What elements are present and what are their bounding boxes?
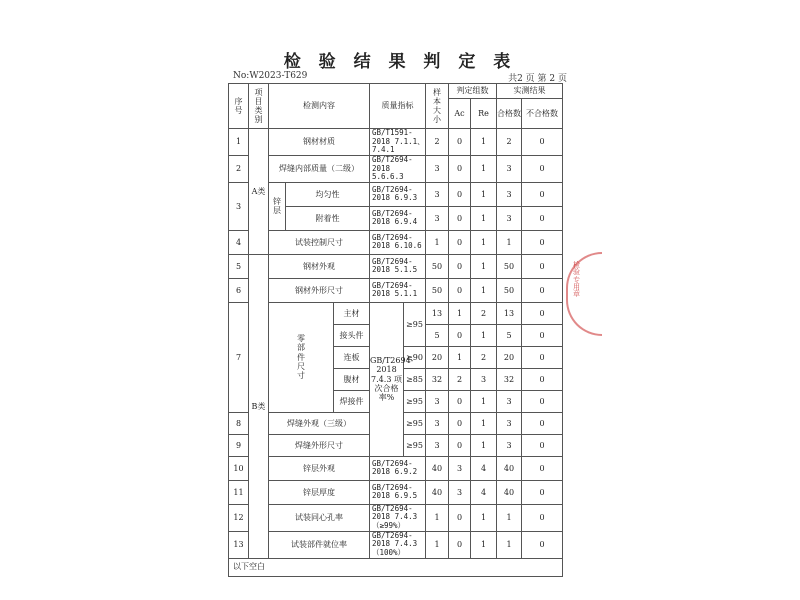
pass-cell: 1 xyxy=(497,504,522,531)
sample-cell: 3 xyxy=(426,434,449,456)
re-cell: 3 xyxy=(471,368,497,390)
fail-cell: 0 xyxy=(522,254,563,278)
header-sample-size: 样本大小 xyxy=(426,84,449,129)
header-ac: Ac xyxy=(449,99,471,129)
ac-cell: 3 xyxy=(449,456,471,480)
zinc-layer-cell: 锌层 xyxy=(269,182,286,230)
pass-cell: 13 xyxy=(497,302,522,324)
ac-cell: 1 xyxy=(449,302,471,324)
fail-cell: 0 xyxy=(522,324,563,346)
footer-note: 以下空白 xyxy=(229,558,563,576)
ac-cell: 0 xyxy=(449,182,471,206)
spec-cell: GB/T2694-2018 6.10.6 xyxy=(370,230,426,254)
item-cell: 接头件 xyxy=(334,324,370,346)
item-cell: 附着性 xyxy=(286,206,370,230)
ac-cell: 0 xyxy=(449,254,471,278)
seq-cell: 9 xyxy=(229,434,249,456)
re-cell: 1 xyxy=(471,531,497,558)
header-re: Re xyxy=(471,99,497,129)
ac-cell: 0 xyxy=(449,155,471,182)
pass-cell: 40 xyxy=(497,480,522,504)
category-b-cell: B类 xyxy=(249,254,269,558)
item-cell: 钢材外形尺寸 xyxy=(269,278,370,302)
ac-cell: 0 xyxy=(449,129,471,156)
item-cell: 钢材材质 xyxy=(269,129,370,156)
pass-cell: 3 xyxy=(497,182,522,206)
sample-cell: 32 xyxy=(426,368,449,390)
spec-cell: GB/T2694-2018 7.4.3（≥99%） xyxy=(370,504,426,531)
ac-cell: 0 xyxy=(449,230,471,254)
rate-cell: ≥85 xyxy=(404,368,426,390)
fail-cell: 0 xyxy=(522,456,563,480)
spec-cell: GB/T2694-2018 5.6.6.3 xyxy=(370,155,426,182)
fail-cell: 0 xyxy=(522,531,563,558)
table-footer-row xyxy=(229,558,563,576)
pass-cell: 3 xyxy=(497,155,522,182)
seq-cell: 2 xyxy=(229,155,249,182)
table-row xyxy=(229,504,563,531)
re-cell: 4 xyxy=(471,480,497,504)
header-category: 项目类别 xyxy=(249,84,269,129)
item-cell: 锌层厚度 xyxy=(269,480,370,504)
seq-cell: 4 xyxy=(229,230,249,254)
item-cell: 腹材 xyxy=(334,368,370,390)
pass-cell: 5 xyxy=(497,324,522,346)
pass-cell: 3 xyxy=(497,206,522,230)
re-cell: 1 xyxy=(471,412,497,434)
table-row xyxy=(229,129,563,156)
table-row xyxy=(229,155,563,182)
re-cell: 1 xyxy=(471,206,497,230)
seq-cell: 3 xyxy=(229,182,249,230)
re-cell: 1 xyxy=(471,504,497,531)
spec-cell: GB/T2694-2018 6.9.4 xyxy=(370,206,426,230)
re-cell: 2 xyxy=(471,302,497,324)
parts-spec-cell: GB/T2694-2018 7.4.3 项次合格率% xyxy=(370,302,404,456)
fail-cell: 0 xyxy=(522,155,563,182)
re-cell: 1 xyxy=(471,434,497,456)
seq-cell: 11 xyxy=(229,480,249,504)
fail-cell: 0 xyxy=(522,412,563,434)
re-cell: 1 xyxy=(471,254,497,278)
header-item: 检测内容 xyxy=(269,84,370,129)
seq-cell: 5 xyxy=(229,254,249,278)
rate-cell: ≥90 xyxy=(404,346,426,368)
sample-cell: 20 xyxy=(426,346,449,368)
re-cell: 1 xyxy=(471,324,497,346)
sample-cell: 1 xyxy=(426,230,449,254)
ac-cell: 3 xyxy=(449,480,471,504)
spec-cell: GB/T2694-2018 5.1.1 xyxy=(370,278,426,302)
spec-cell: GB/T1591-2018 7.1.1、7.4.1 xyxy=(370,129,426,156)
fail-cell: 0 xyxy=(522,346,563,368)
header-seq: 序号 xyxy=(229,84,249,129)
item-cell: 锌层外观 xyxy=(269,456,370,480)
header-measured: 实测结果 xyxy=(497,84,563,99)
seq-cell: 13 xyxy=(229,531,249,558)
item-cell: 试装同心孔率 xyxy=(269,504,370,531)
pass-cell: 20 xyxy=(497,346,522,368)
spec-cell: GB/T2694-2018 5.1.5 xyxy=(370,254,426,278)
sample-cell: 2 xyxy=(426,129,449,156)
sample-cell: 1 xyxy=(426,504,449,531)
sample-cell: 40 xyxy=(426,456,449,480)
fail-cell: 0 xyxy=(522,434,563,456)
pass-cell: 32 xyxy=(497,368,522,390)
sample-cell: 3 xyxy=(426,155,449,182)
pass-cell: 50 xyxy=(497,254,522,278)
spec-cell: GB/T2694-2018 6.9.5 xyxy=(370,480,426,504)
table-row xyxy=(229,531,563,558)
pass-cell: 1 xyxy=(497,230,522,254)
rate-cell: ≥95 xyxy=(404,302,426,346)
item-cell: 均匀性 xyxy=(286,182,370,206)
pass-cell: 50 xyxy=(497,278,522,302)
fail-cell: 0 xyxy=(522,368,563,390)
item-cell: 连板 xyxy=(334,346,370,368)
item-cell: 试装控制尺寸 xyxy=(269,230,370,254)
sample-cell: 1 xyxy=(426,531,449,558)
table-row xyxy=(229,456,563,480)
header-pass-count: 合格数 xyxy=(497,99,522,129)
ac-cell: 0 xyxy=(449,531,471,558)
item-cell: 试装部件就位率 xyxy=(269,531,370,558)
seq-cell: 7 xyxy=(229,302,249,412)
seq-cell: 8 xyxy=(229,412,249,434)
re-cell: 1 xyxy=(471,182,497,206)
sample-cell: 50 xyxy=(426,278,449,302)
pass-cell: 1 xyxy=(497,531,522,558)
item-cell: 焊缝内部质量（二级） xyxy=(269,155,370,182)
ac-cell: 0 xyxy=(449,412,471,434)
re-cell: 1 xyxy=(471,230,497,254)
table-header-row xyxy=(229,84,563,99)
item-cell: 主材 xyxy=(334,302,370,324)
header-judge-group: 判定组数 xyxy=(449,84,497,99)
document-number: No:W2023-T629 xyxy=(233,71,308,81)
table-row xyxy=(229,230,563,254)
seq-cell: 6 xyxy=(229,278,249,302)
re-cell: 1 xyxy=(471,278,497,302)
spec-cell: GB/T2694-2018 6.9.3 xyxy=(370,182,426,206)
item-cell: 焊缝外形尺寸 xyxy=(269,434,370,456)
re-cell: 1 xyxy=(471,390,497,412)
ac-cell: 1 xyxy=(449,346,471,368)
fail-cell: 0 xyxy=(522,182,563,206)
parts-size-cell: 零部件尺寸 xyxy=(269,302,334,412)
inspection-seal xyxy=(566,252,602,336)
re-cell: 1 xyxy=(471,155,497,182)
ac-cell: 0 xyxy=(449,390,471,412)
fail-cell: 0 xyxy=(522,278,563,302)
ac-cell: 0 xyxy=(449,278,471,302)
sample-cell: 50 xyxy=(426,254,449,278)
pass-cell: 3 xyxy=(497,412,522,434)
sample-cell: 40 xyxy=(426,480,449,504)
re-cell: 2 xyxy=(471,346,497,368)
sample-cell: 13 xyxy=(426,302,449,324)
fail-cell: 0 xyxy=(522,129,563,156)
re-cell: 4 xyxy=(471,456,497,480)
sample-cell: 3 xyxy=(426,390,449,412)
table-row xyxy=(229,182,563,206)
pass-cell: 2 xyxy=(497,129,522,156)
table-row xyxy=(229,278,563,302)
seq-cell: 1 xyxy=(229,129,249,156)
rate-cell: ≥95 xyxy=(404,390,426,412)
item-cell: 焊缝外观（三级） xyxy=(269,412,370,434)
fail-cell: 0 xyxy=(522,480,563,504)
rate-cell: ≥95 xyxy=(404,412,426,434)
item-cell: 钢材外观 xyxy=(269,254,370,278)
sample-cell: 5 xyxy=(426,324,449,346)
pass-cell: 3 xyxy=(497,434,522,456)
spec-cell: GB/T2694-2018 7.4.3（100%） xyxy=(370,531,426,558)
ac-cell: 0 xyxy=(449,504,471,531)
fail-cell: 0 xyxy=(522,504,563,531)
ac-cell: 2 xyxy=(449,368,471,390)
rate-cell: ≥95 xyxy=(404,434,426,456)
table-row xyxy=(229,480,563,504)
sample-cell: 3 xyxy=(426,412,449,434)
pass-cell: 3 xyxy=(497,390,522,412)
ac-cell: 0 xyxy=(449,206,471,230)
fail-cell: 0 xyxy=(522,302,563,324)
page-number: 共2 页 第 2 页 xyxy=(508,74,567,84)
fail-cell: 0 xyxy=(522,390,563,412)
item-cell: 焊接件 xyxy=(334,390,370,412)
spec-cell: GB/T2694-2018 6.9.2 xyxy=(370,456,426,480)
category-a-cell: A类 xyxy=(249,129,269,255)
header-fail-count: 不合格数 xyxy=(522,99,563,129)
sample-cell: 3 xyxy=(426,182,449,206)
header-standard: 质量指标 xyxy=(370,84,426,129)
table-row xyxy=(229,254,563,278)
ac-cell: 0 xyxy=(449,434,471,456)
seal-text: 检验专用章 xyxy=(573,261,580,299)
fail-cell: 0 xyxy=(522,230,563,254)
seq-cell: 10 xyxy=(229,456,249,480)
pass-cell: 40 xyxy=(497,456,522,480)
results-table xyxy=(228,83,563,577)
ac-cell: 0 xyxy=(449,324,471,346)
table-row xyxy=(229,302,563,324)
page-title: 检 验 结 果 判 定 表 xyxy=(283,52,517,72)
re-cell: 1 xyxy=(471,129,497,156)
fail-cell: 0 xyxy=(522,206,563,230)
seq-cell: 12 xyxy=(229,504,249,531)
sample-cell: 3 xyxy=(426,206,449,230)
